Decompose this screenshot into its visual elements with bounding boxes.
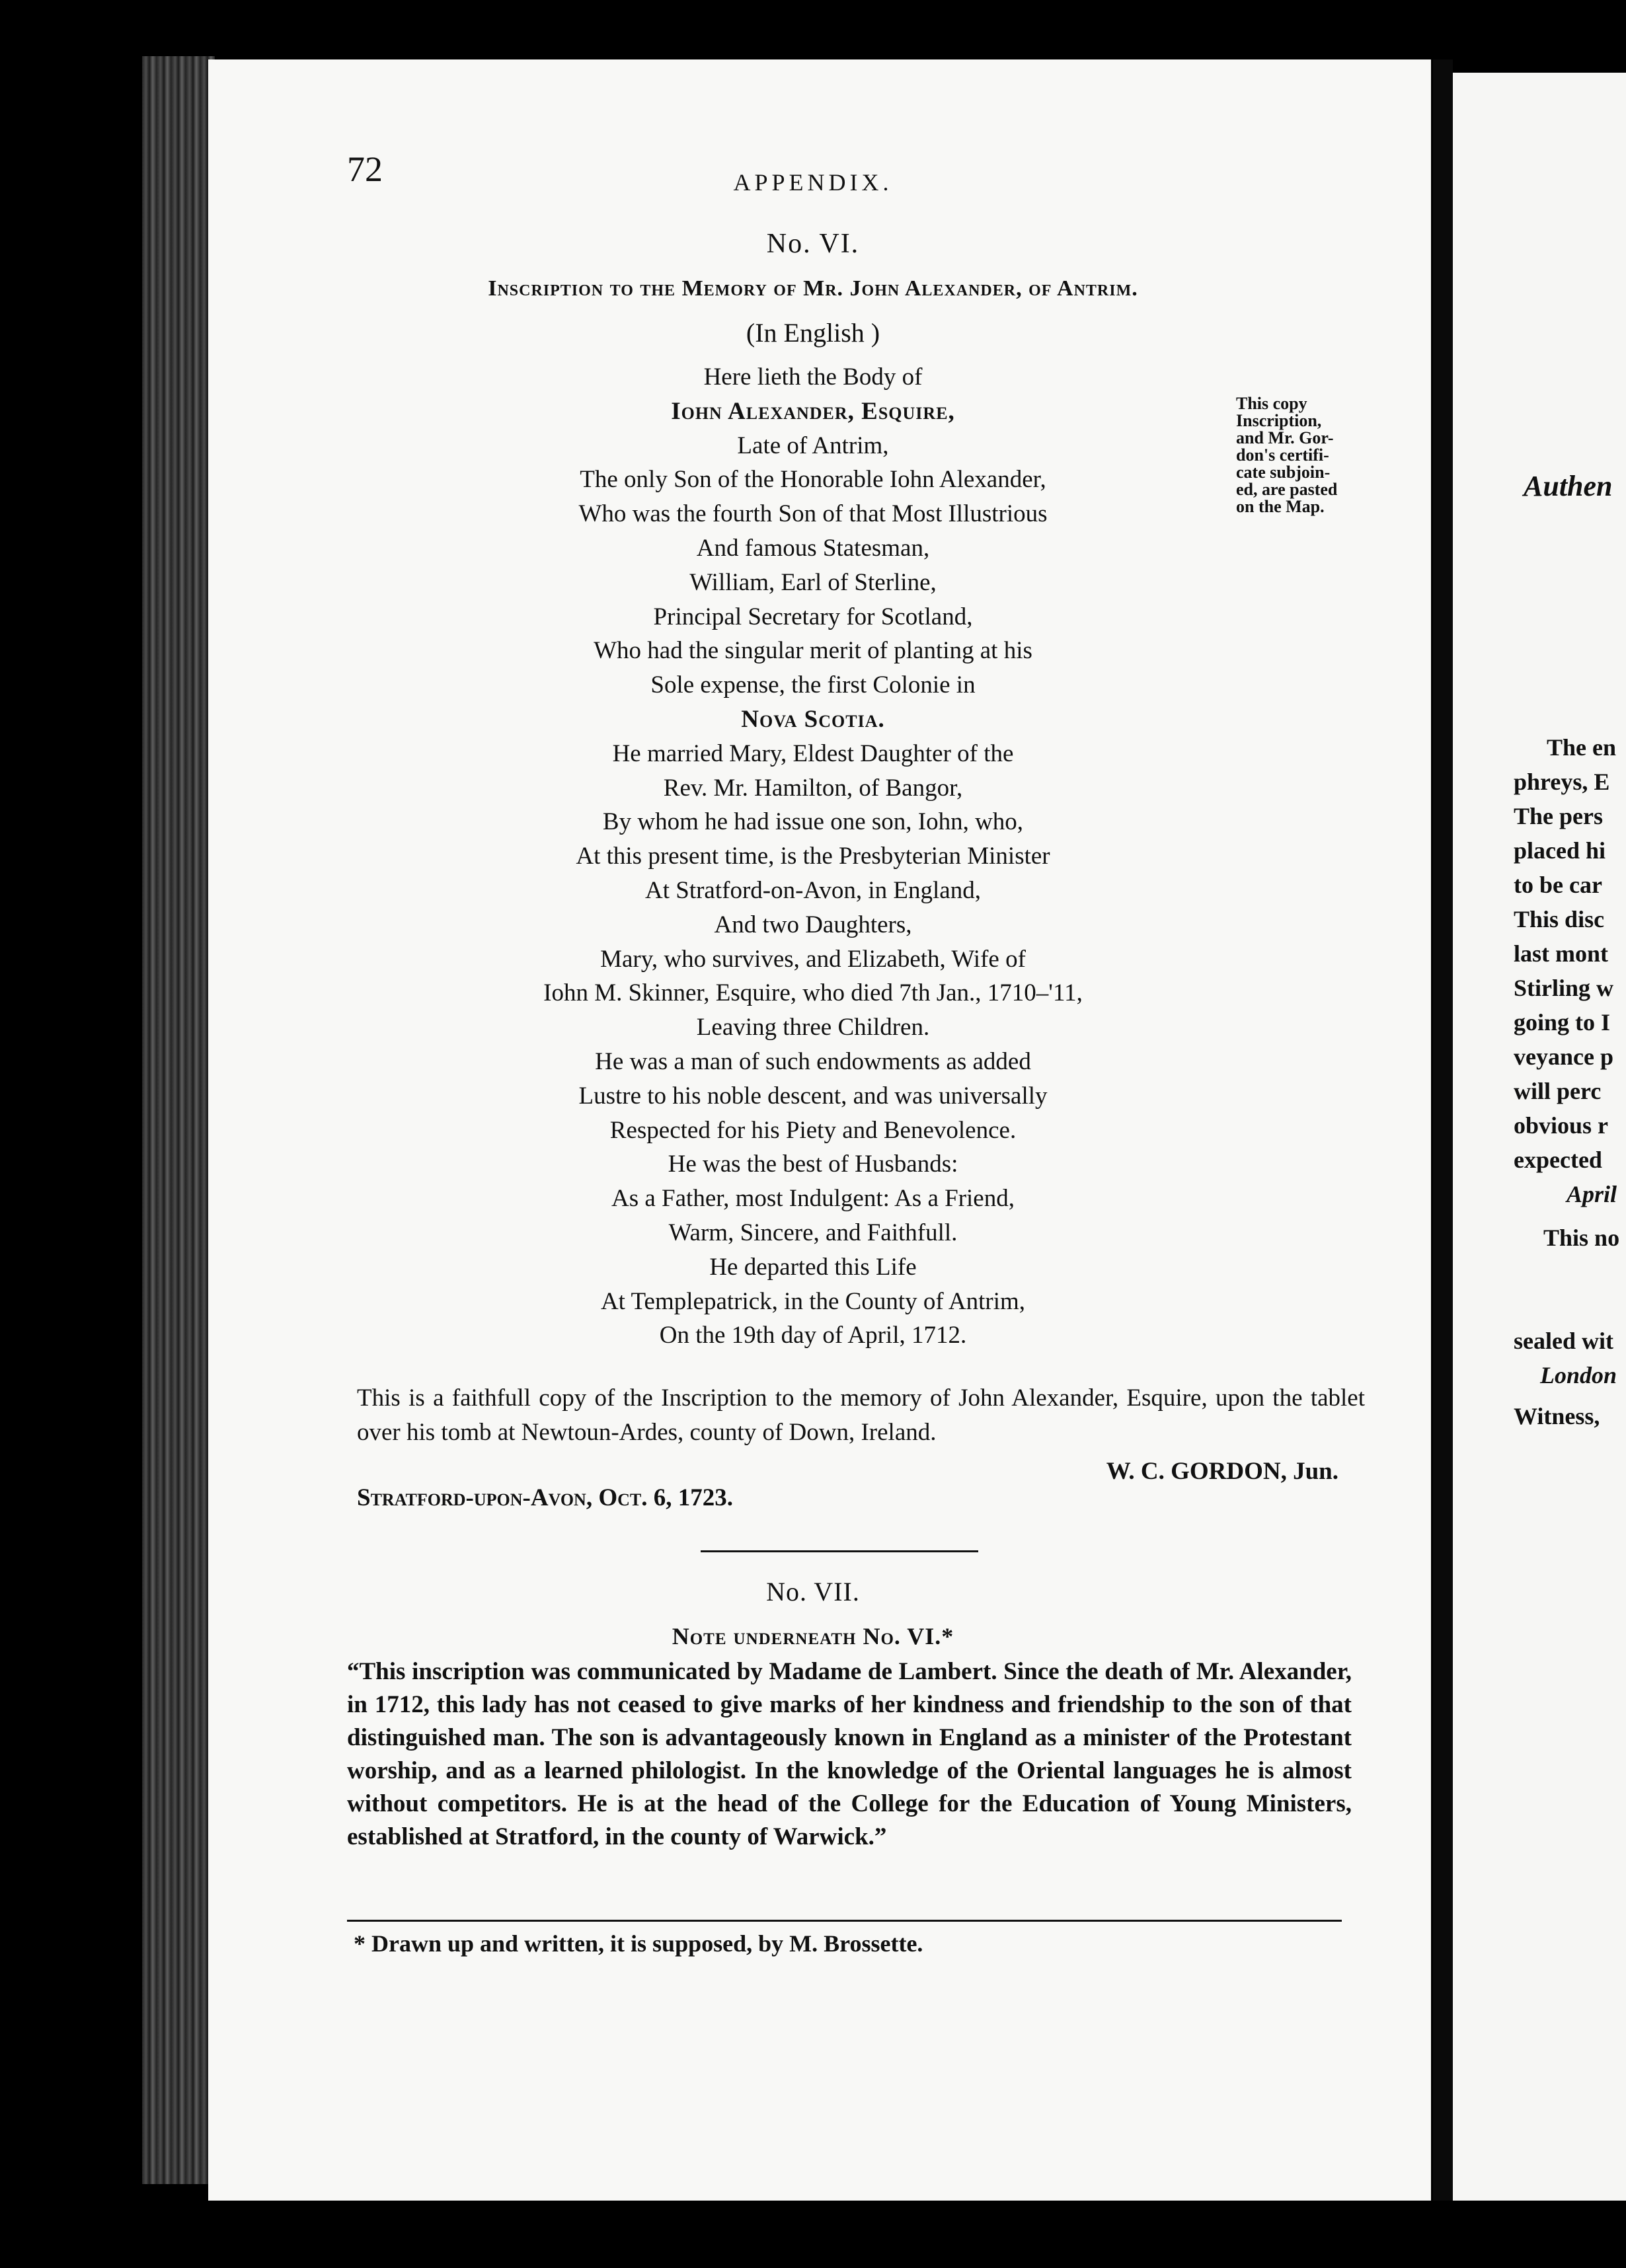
inscription-line: By whom he had issue one son, Iohn, who, [602, 808, 1024, 836]
right-page-line: phreys, E [1514, 769, 1610, 795]
inscription-line: Warm, Sincere, and Faithfull. [668, 1219, 958, 1246]
right-page-line: Stirling w [1514, 975, 1614, 1001]
inscription-line: Mary, who survives, and Elizabeth, Wife of [600, 945, 1026, 973]
right-page-line: The pers [1514, 803, 1603, 829]
inscription-line: At Stratford-on-Avon, in England, [645, 876, 981, 904]
inscription-line: Respected for his Piety and Benevolence. [609, 1116, 1017, 1144]
right-page-line: The en [1547, 734, 1617, 761]
inscription-line: Who was the fourth Son of that Most Illustrious [578, 500, 1048, 528]
inscription-line: He was the best of Husbands: [668, 1151, 958, 1178]
section-vii-heading: Note underneath No. VI.* [672, 1623, 954, 1649]
margin-note-line: don's certifi- [1236, 445, 1329, 465]
right-page-line: April [1567, 1181, 1617, 1207]
inscription-line: Nova Scotia. [741, 705, 885, 733]
right-page-line: This disc [1514, 906, 1605, 932]
inscription-line: Iohn M. Skinner, Esquire, who died 7th Jan., 1710–'11, [543, 979, 1083, 1007]
right-page-line: This no [1543, 1225, 1620, 1251]
inscription-line: Who had the singular merit of planting at his [594, 637, 1032, 665]
section-divider [701, 1550, 978, 1552]
footnote-rule [347, 1920, 1342, 1922]
inscription-line: Sole expense, the first Colonie in [650, 671, 976, 699]
margin-note-line: on the Map. [1236, 497, 1325, 516]
place-date: Stratford-upon-Avon, Oct. 6, 1723. [357, 1484, 733, 1511]
right-page-line: will perc [1514, 1078, 1602, 1104]
inscription-line: William, Earl of Sterline, [689, 568, 937, 596]
certificate-text: This is a faithfull copy of the Inscription to the memory of John Alexander, Esquire, upon the tablet over his tomb at Newtoun-Ardes, county of Down, Ireland. [357, 1384, 1365, 1446]
inscription-line: He was a man of such endowments as added [595, 1047, 1031, 1075]
right-page-line: obvious r [1514, 1112, 1609, 1139]
right-page-line: going to I [1514, 1009, 1611, 1036]
inscription-line: Late of Antrim, [737, 432, 889, 459]
inscription-line: Here lieth the Body of [703, 363, 923, 391]
page-number: 72 [347, 149, 383, 189]
margin-note-line: Inscription, [1236, 411, 1322, 430]
right-page-line: veyance p [1514, 1043, 1613, 1070]
inscription-line: On the 19th day of April, 1712. [659, 1322, 967, 1349]
inscription-line: He married Mary, Eldest Daughter of the [612, 739, 1014, 767]
right-page-title: Authen [1524, 470, 1613, 502]
section-vi-heading: Inscription to the Memory of Mr. John Alexander, of Antrim. [488, 276, 1138, 301]
margin-note-line: ed, are pasted [1236, 480, 1338, 499]
inscription-line: Principal Secretary for Scotland, [653, 603, 973, 630]
inscription [0, 360, 1626, 1353]
section-vi-subheading: (In English ) [746, 318, 880, 348]
right-page-line: to be car [1514, 872, 1602, 898]
inscription-line: As a Father, most Indulgent: As a Friend, [611, 1185, 1015, 1213]
right-page-line: expected [1514, 1147, 1602, 1173]
inscription-line: He departed this Life [709, 1253, 917, 1281]
inscription-line: And two Daughters, [714, 911, 912, 938]
signature: W. C. GORDON, Jun. [1106, 1458, 1338, 1485]
right-page-line: last mont [1514, 940, 1608, 967]
inscription-line: Iohn Alexander, Esquire, [671, 397, 955, 425]
right-page-line: sealed wit [1514, 1328, 1613, 1354]
inscription-line: The only Son of the Honorable Iohn Alexander, [580, 466, 1046, 494]
margin-note [1236, 395, 1337, 515]
inscription-line: And famous Statesman, [696, 534, 930, 562]
right-page-line: London [1540, 1362, 1617, 1388]
margin-note-line: and Mr. Gor- [1236, 428, 1334, 447]
right-page-line: placed hi [1514, 837, 1606, 864]
inscription-line: At Templepatrick, in the County of Antrim, [600, 1287, 1026, 1315]
inscription-line: Leaving three Children. [696, 1014, 930, 1041]
footnote: * Drawn up and written, it is supposed, by M. Brossette. [354, 1930, 923, 1957]
section-vi-number: No. VI. [766, 229, 860, 259]
section-vii-paragraph: “This inscription was communicated by Madame de Lambert. Since the death of Mr. Alexander, in 1712, this lady has not ceased to give marks of her kindness and friendship to the son of that distinguished man. The son is advantageously known in England as a minister of the Protestant worship, and as a learned philologist. In the knowledge of the Oriental languages he is almost without competitors. He is at the head of the College for the Education of Young Ministers, established at Stratford, in the county of Warwick.” [347, 1658, 1352, 1850]
margin-note-line: This copy [1236, 394, 1307, 413]
inscription-line: Rev. Mr. Hamilton, of Bangor, [663, 774, 963, 802]
inscription-line: At this present time, is the Presbyterian Minister [576, 843, 1050, 870]
inscription-line: Lustre to his noble descent, and was universally [578, 1082, 1048, 1110]
running-head: APPENDIX. [733, 169, 893, 196]
section-vii-number: No. VII. [766, 1577, 860, 1606]
margin-note-line: cate subjoin- [1236, 463, 1331, 482]
right-page-line: Witness, [1514, 1403, 1600, 1429]
